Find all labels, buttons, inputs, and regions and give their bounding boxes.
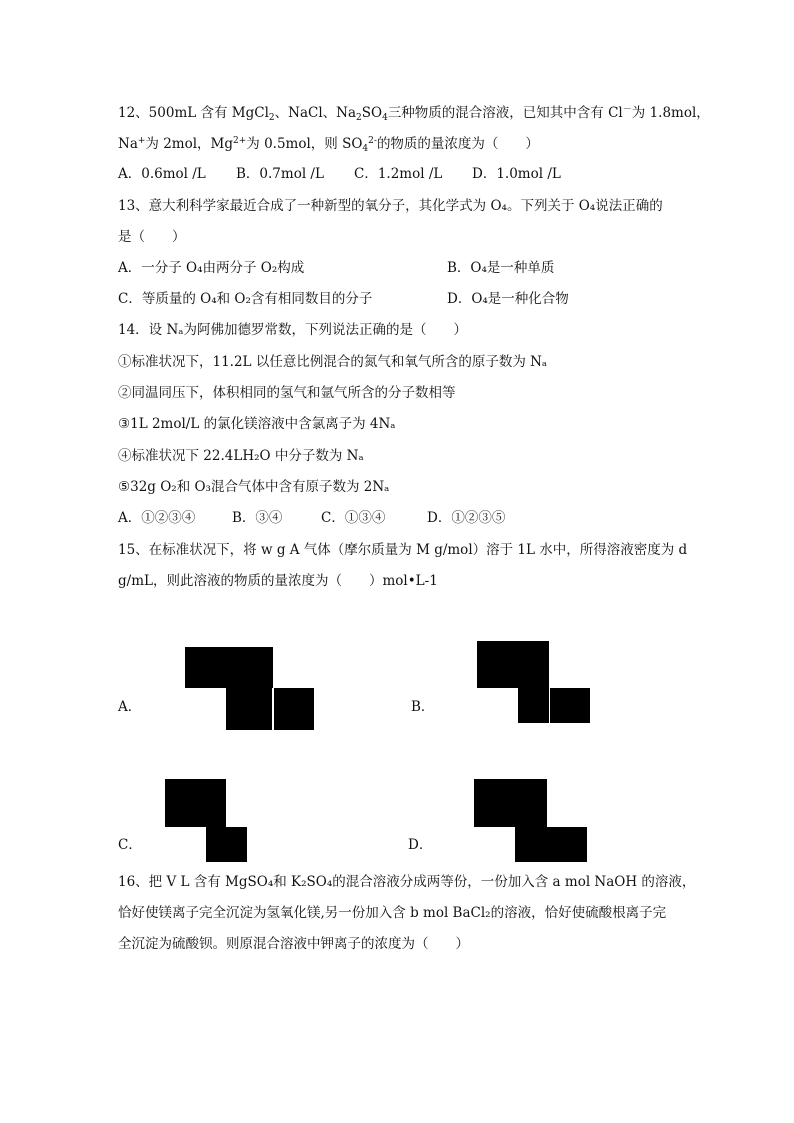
q14-stem: 14．设 Nₐ为阿佛加德罗常数，下列说法正确的是（ ） (118, 322, 467, 338)
q12-text: 为 0.5mol，则 SO (246, 136, 363, 152)
q15-stem-line2: g/mL，则此溶液的物质的量浓度为（ ）mol•L-1 (118, 573, 438, 589)
q14-option-b[interactable]: B．③④ (232, 510, 283, 526)
q15-option-a-formula-image (274, 688, 314, 730)
subscript: 2 (268, 113, 275, 123)
subscript: 4 (382, 113, 388, 123)
q12-line2 (118, 134, 539, 154)
q15-option-d-formula-image (515, 827, 587, 862)
q15-option-b-formula-image (477, 641, 549, 688)
q14-statement-4: ④标准状况下 22.4LH₂O 中分子数为 Nₐ (118, 448, 364, 464)
q15-option-a-formula-image (226, 688, 272, 730)
superscript: 2+ (233, 136, 247, 146)
q15-stem-line1: 15、在标准状况下，将 w g A 气体（摩尔质量为 M g/mol）溶于 1L 水中，所得溶液密度为 d (118, 542, 688, 558)
q12-text: 的物质的量浓度为（ ） (376, 136, 539, 152)
q14-option-c[interactable]: C．①③④ (321, 510, 386, 526)
q12-text: SO (361, 105, 383, 121)
q14-statement-3: ③1L 2mol/L 的氯化镁溶液中含氯离子为 4Nₐ (118, 416, 396, 432)
q13-stem-line1: 13、意大利科学家最近合成了一种新型的氧分子，其化学式为 O₄。下列关于 O₄说法正确的 (118, 198, 663, 214)
q15-option-a-formula-image (185, 647, 273, 688)
q13-option-c[interactable]: C．等质量的 O₄和 O₂含有相同数目的分子 (118, 291, 373, 307)
q13-option-a[interactable]: A．一分子 O₄由两分子 O₂构成 (118, 260, 305, 276)
q15-option-c-formula-image (165, 779, 226, 827)
q14-statement-2: ②同温同压下，体积相同的氢气和氩气所含的分子数相等 (118, 385, 456, 401)
q12-text: 12、500mL 含有 MgCl (118, 105, 269, 121)
q15-option-b-label[interactable]: B． (411, 699, 435, 715)
q12-text: Na (118, 136, 138, 152)
q13-stem-line2: 是（ ） (118, 229, 186, 245)
q14-statement-5: ⑤32g O₂和 O₃混合气体中含有原子数为 2Nₐ (118, 479, 390, 495)
q12-option-c[interactable]: C．1.2mol /L (354, 166, 443, 182)
q12-option-d[interactable]: D．1.0mol /L (472, 166, 561, 182)
q12-option-a[interactable]: A．0.6mol /L (118, 166, 206, 182)
superscript: － (622, 105, 632, 115)
superscript: + (137, 136, 146, 146)
q15-option-c-formula-image (206, 827, 247, 862)
q15-option-d-label[interactable]: D． (408, 837, 433, 853)
q14-statement-1: ①标准状况下，11.2L 以任意比例混合的氮气和氧气所含的原子数为 Nₐ (118, 354, 548, 370)
q16-stem-line3: 全沉淀为硫酸钡。则原混合溶液中钾离子的浓度为（ ） (118, 936, 469, 952)
q12-option-b[interactable]: B．0.7mol /L (236, 166, 324, 182)
q14-options (118, 508, 505, 528)
q12-text: 三种物质的混合溶液，已知其中含有 Cl (387, 105, 623, 121)
q16-stem-line1: 16、把 V L 含有 MgSO₄和 K₂SO₄的混合溶液分成两等份，一份加入含 a mol NaOH 的溶液， (118, 874, 696, 890)
superscript: 2- (368, 136, 377, 146)
q15-option-a-label[interactable]: A． (118, 699, 142, 715)
q15-option-b-formula-image (550, 688, 590, 723)
q14-option-d[interactable]: D．①②③⑤ (427, 510, 506, 526)
q12-line1 (118, 103, 710, 123)
q16-stem-line2: 恰好使镁离子完全沉淀为氢氧化镁,另一份加入含 b mol BaCl₂的溶液，恰好使硫酸根离子完 (118, 905, 667, 921)
subscript: 4 (362, 144, 369, 154)
q14-option-a[interactable]: A．①②③④ (118, 510, 196, 526)
q15-option-d-formula-image (474, 779, 547, 827)
q12-options (118, 164, 561, 184)
q15-option-b-formula-image (518, 688, 549, 723)
q13-option-d[interactable]: D．O₄是一种化合物 (447, 291, 569, 307)
q12-text: 为 1.8mol， (631, 105, 710, 121)
subscript: 2 (356, 113, 362, 123)
q15-option-c-label[interactable]: C． (118, 837, 142, 853)
q12-text: 、NaCl、Na (274, 105, 357, 121)
q12-text: 为 2mol，Mg (145, 136, 234, 152)
q13-option-b[interactable]: B．O₄是一种单质 (447, 260, 555, 276)
